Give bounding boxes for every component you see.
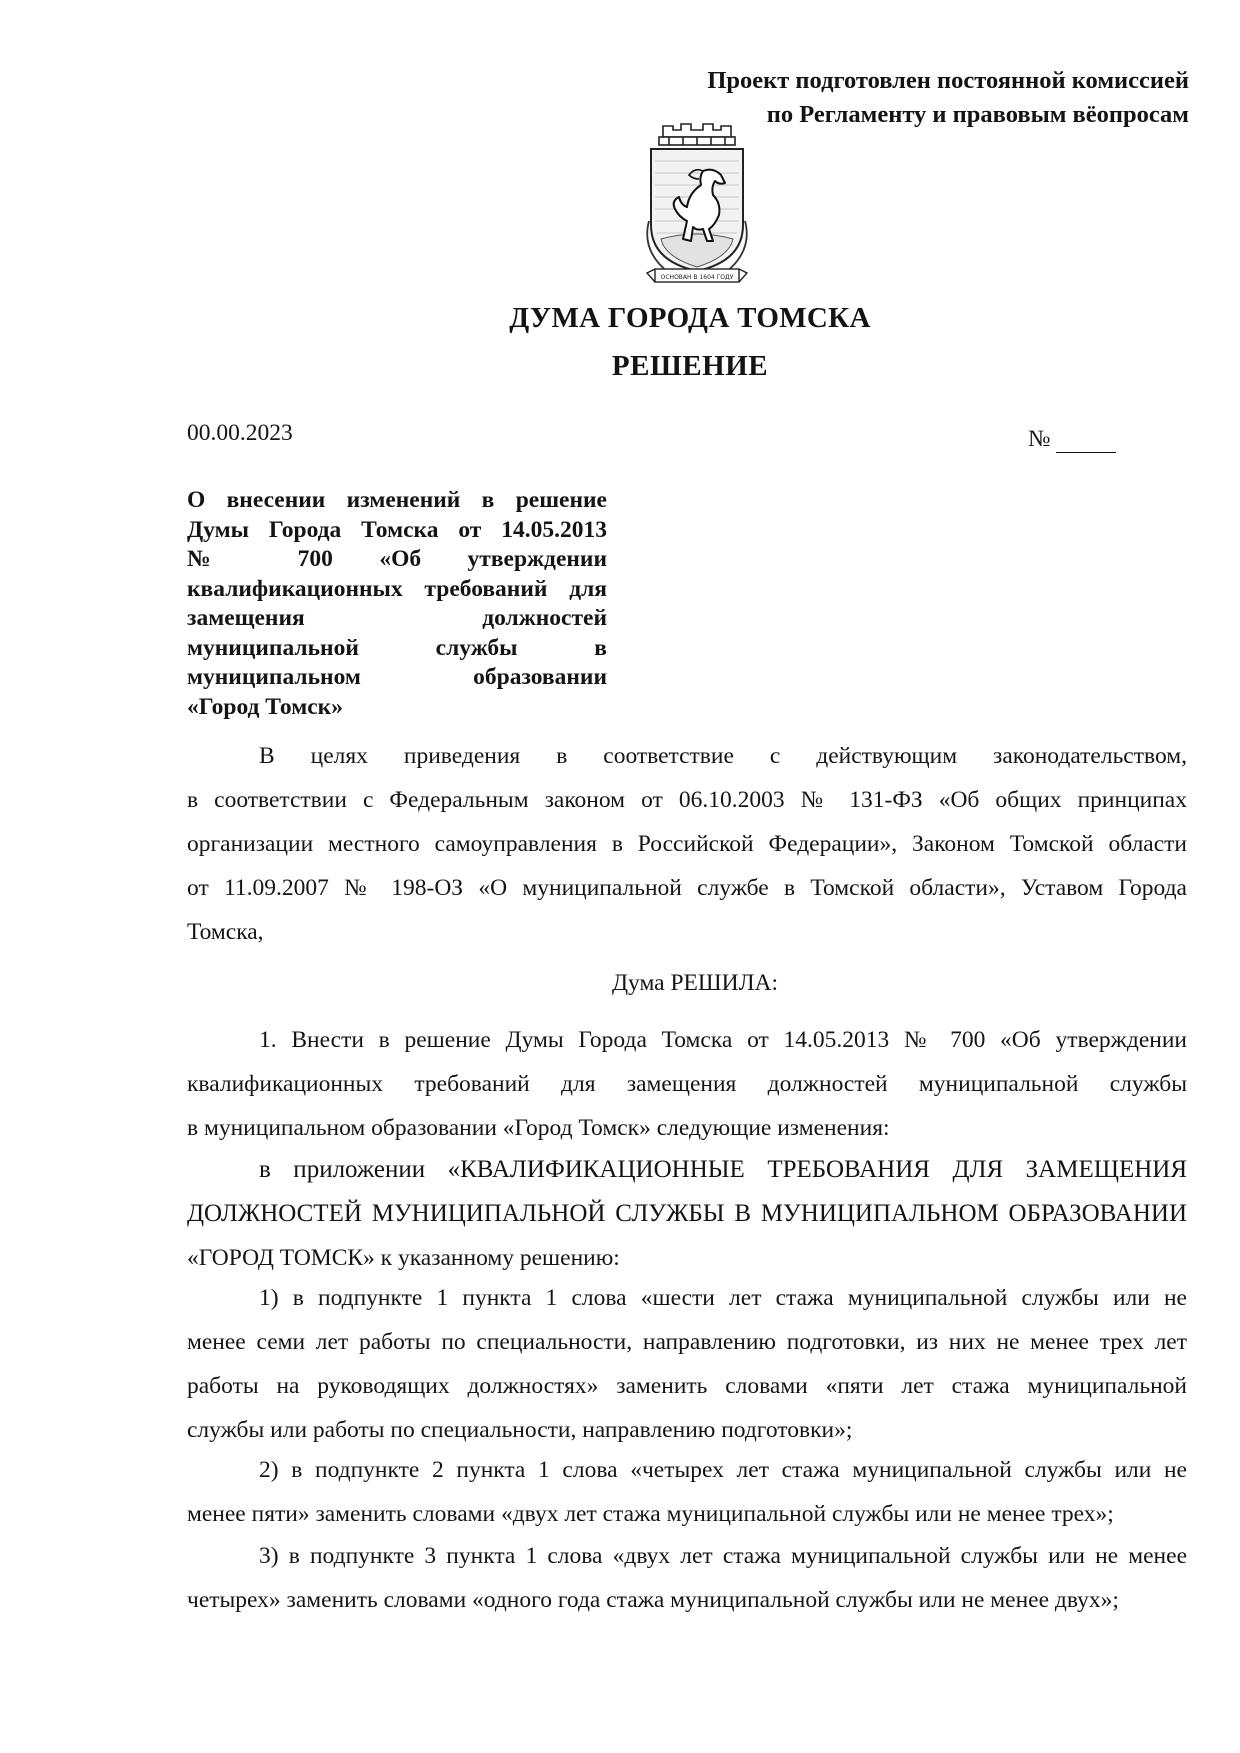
decision-date: 00.00.2023 [187,420,293,446]
subject-line: муниципальной службы в [187,634,607,661]
preamble-line: в соответствии с Федеральным законом от 06.10.2003 № 131-ФЗ «Об общих принципах [187,787,1187,813]
item-1-paragraph [187,1018,1187,1150]
subitem-2-line: 2) в подпункте 2 пункта 1 слова «четырех лет стажа муниципальной службы или не [259,1457,1187,1483]
preamble-line: от 11.09.2007 № 198-ОЗ «О муниципальной службе в Томской области», Уставом Города [187,875,1187,901]
subject-line: замещения должностей [187,605,607,631]
subitem-1-paragraph [187,1276,1187,1452]
annex-line: «ГОРОД ТОМСК» к указанному решению: [187,1245,620,1271]
subitem-1-line: службы или работы по специальности, направлению подготовки»; [187,1417,853,1443]
preamble-line: организации местного самоуправления в Российской Федерации», Законом Томской области [187,831,1187,857]
subject-line: «Город Томск» [187,693,343,720]
subject-line: муниципальном образовании [187,664,607,690]
subitem-1-line: работы на руководящих должностях» заменить словами «пяти лет стажа муниципальной [187,1373,1187,1399]
resolution-heading: Дума РЕШИЛА: [611,970,779,996]
decision-number [1028,426,1116,453]
subject-line: № 700 «Об утверждении [187,546,607,572]
subitem-1-line: менее семи лет работы по специальности, направлению подготовки, из них не менее трех лет [187,1329,1187,1355]
preamble-line: Томска, [187,919,264,945]
subitem-1-line: 1) в подпункте 1 пункта 1 слова «шести лет стажа муниципальной службы или не [259,1285,1187,1311]
subitem-2-line: менее пяти» заменить словами «двух лет стажа муниципальной службы или не менее трех»; [187,1501,1114,1527]
preamble-paragraph [187,734,1187,954]
draft-prepared-note [489,64,1189,132]
mural-crown-icon [659,121,735,145]
tomsk-coat-of-arms-icon [629,121,765,288]
number-blank-line [1056,430,1116,453]
annex-line: ДОЛЖНОСТЕЙ МУНИЦИПАЛЬНОЙ СЛУЖБЫ В МУНИЦИПАЛЬНОМ ОБРАЗОВАНИИ [187,1200,1187,1227]
subject-line: О внесении изменений в решение [187,487,607,513]
annex-line: в приложении «КВАЛИФИКАЦИОННЫЕ ТРЕБОВАНИЯ ДЛЯ ЗАМЕЩЕНИЯ [259,1156,1187,1183]
preamble-line: В целях приведения в соответствие с действующим законодательством, [259,743,1187,769]
subitem-3-line: четырех» заменить словами «одного года стажа муниципальной службы или не менее двух»; [187,1587,1119,1613]
annex-paragraph [187,1148,1187,1280]
document-type-title: РЕШЕНИЕ [611,350,769,382]
council-name: ДУМА ГОРОДА ТОМСКА [509,302,871,334]
item-1-line: в муниципальном образовании «Город Томск» следующие изменения: [187,1115,890,1141]
subitem-3-paragraph [187,1534,1187,1622]
subject-line: Думы Города Томска от 14.05.2013 [187,516,607,543]
draft-note-line: по Регламенту и правовым вёопросам [766,101,1189,128]
number-label: № [1028,426,1051,452]
emblem-ribbon-text: ОСНОВАН В 1604 ГОДУ [660,274,734,281]
subject-line: квалификационных требований для [187,575,607,602]
decision-subject [187,486,607,722]
item-1-line: квалификационных требований для замещения должностей муниципальной службы [187,1071,1187,1097]
subitem-2-paragraph [187,1448,1187,1536]
item-1-line: 1. Внести в решение Думы Города Томска от 14.05.2013 № 700 «Об утверждении [259,1027,1187,1053]
draft-note-line: Проект подготовлен постоянной комиссией [707,67,1189,94]
subitem-3-line: 3) в подпункте 3 пункта 1 слова «двух лет стажа муниципальной службы или не менее [259,1543,1187,1569]
